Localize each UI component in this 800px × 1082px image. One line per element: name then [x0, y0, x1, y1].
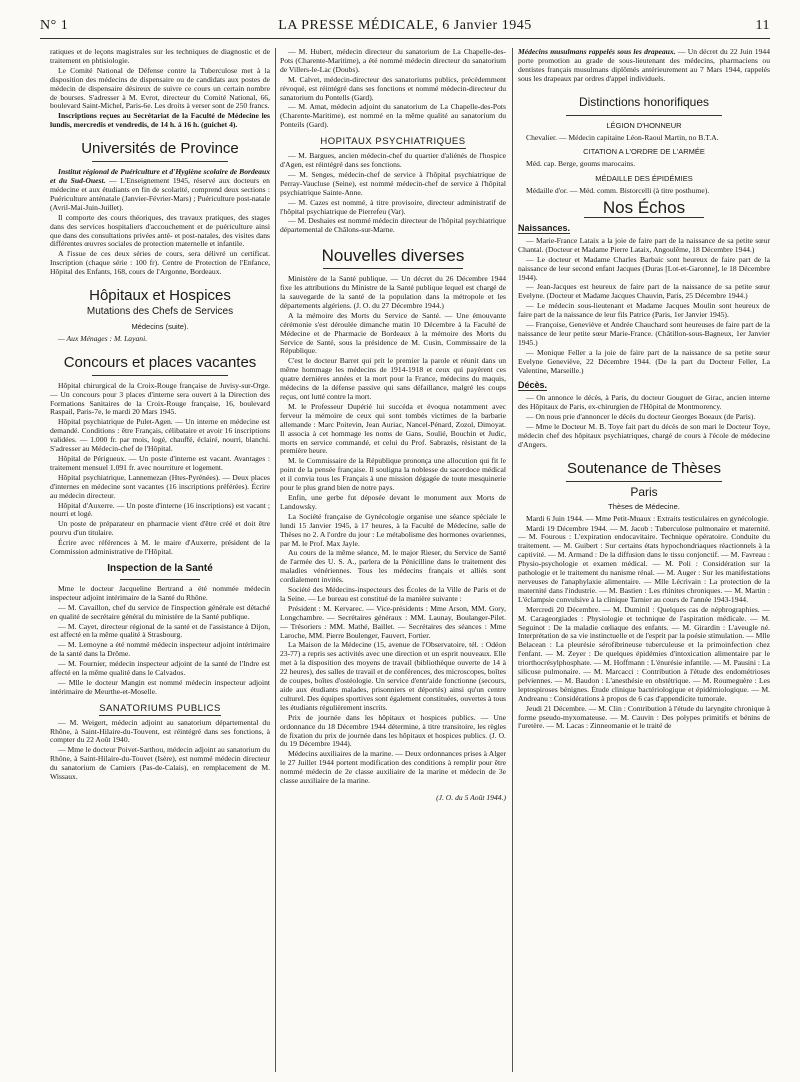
lead-text: Médecins musulmans rappelés sous les drapeaux.: [518, 48, 676, 56]
paragraph: — M. Bargues, ancien médecin-chef du quartier d'aliénés de l'hospice d'Agen, est réintégré dans ses fonctions.: [280, 151, 506, 169]
issue-number: N° 1: [40, 18, 69, 33]
column-1: [50, 48, 270, 1072]
paragraph: Chevalier. — Médecin capitaine Léon-Raoul Martin, no B.T.A.: [526, 132, 719, 142]
paragraph: Au cours de la même séance, M. le major Rieser, du Service de Santé de l'armée des U. S. A., parlera de la Pénicilline dans le traitement des maladies vénériennes. Tous les médecins français et alliés sont cordialement invités.: [280, 548, 506, 585]
paragraph: Société des Médecins-inspecteurs des Écoles de la Ville de Paris et de la Seine. — Le bureau est constitué de la manière suivante :: [280, 585, 506, 603]
paragraph: — M. Weigert, médecin adjoint au sanatorium départemental du Rhône, à Saint-Hilaire-du-Touvent, est réintégré dans ses fonctions, à compter du 22 Août 1940.: [50, 717, 270, 745]
subsection-label: MÉDAILLE DES ÉPIDÉMIES: [595, 174, 693, 184]
signature-line: (J. O. du 5 Août 1944.): [436, 792, 506, 802]
section-subtitle: Mutations des Chefs de Services: [86, 306, 234, 318]
journal-title: LA PRESSE MÉDICALE, 6 Janvier 1945: [278, 18, 532, 33]
paragraph: La Maison de la Médecine (15, avenue de l'Observatoire, tél. : Odéon 23-77) a repris ses activités avec une direction et un esprit nouveaux. Elle met à la disposition des moyens de travail (bibliothèque ouverte de 14 à 22 heures), des salles de travail et de conférences, des microscopes, boîtes de coupes, boîtes d'ostéologie. Un service d'entr'aide fonctionne (secours, aide aux étudiants malades, prisonniers et déportés) ainsi qu'un centre culturel. Des équipes sportives sont également constituées, ouvertes à tous les étudiants régulièrement inscrits.: [280, 640, 506, 712]
paragraph: Le Comité National de Défense contre la Tuberculose met à la disposition des médecins de dispensaire ou de candidats aux postes de médecin de dispensaire désireux de suivre ce cours un certain nombre de bourses. S'adresser à M. Evrot, directeur du Comité National, 66, boulevard Saint-Michel, Paris-6e. Les droits à verser sont de 250 francs.: [50, 65, 270, 111]
paragraph: — M. Fournier, médecin inspecteur adjoint de la santé de l'Indre est affecté en la même qualité dans le Calvados.: [50, 659, 270, 678]
paragraph: ratiques et de leçons magistrales sur les techniques de diagnostic et de traitement en phtisiologie.: [50, 48, 270, 65]
subsection-label: Thèses de Médecine.: [608, 501, 680, 511]
paragraph: — On annonce le décès, à Paris, du docteur Gouguet de Girac, ancien interne des Hôpitaux de Paris, ex-chirurgien de l'Hôpital de Montmorency.: [518, 393, 770, 412]
section-title-echos: Nos Échos: [602, 198, 686, 218]
paragraph: M. Calvet, médecin-directeur des sanatoriums publics, précédemment révoqué, est réintégré dans ses fonctions et nommé médecin-directeur du sanatorium du Pontells (Gard).: [280, 74, 506, 102]
paragraph: Mardi 19 Décembre 1944. — M. Jacob : Tuberculose pulmonaire et maternité. — M. Fourous : L'expiration endocavitaire. Technique opératoire. Conduite du traitement. — M. Guibert : Sur certains états hypochondriaques réactionnels à la captivité. — M. Armand : De la diffusion dans le tissu conjonctif. — M. Favreau : Physio-psychologie et examen médical. — M. Poli : Considération sur la pathologie et le traitement du nanisme rénal. — M. Auger : Sur les manifestations nerveuses de l'anaphylaxie alimentaire. — Mlle Lécrivain : La protection de la maternité dans l'industrie. — M. Bastien : Les rhinites chroniques. — M. Martin : L'éclampsie convulsive à la clinique Tarnier au cours de l'année 1943-1944.: [518, 523, 770, 604]
subsection-label: LÉGION D'HONNEUR: [606, 120, 682, 130]
paragraph: Mardi 6 Juin 1944. — Mme Petit-Muaux : Extraits testiculaires en gynécologie.: [526, 513, 769, 523]
city-title: Paris: [630, 484, 658, 499]
lead-text: Institut régional de Puériculture et d'Hygiène scolaire de Bordeaux et du Sud-Ouest.: [50, 167, 270, 186]
paragraph: — M. Cayet, directeur régional de la santé et de l'assistance à Dijon, est affecté en la même qualité à Strasbourg.: [50, 621, 270, 640]
paragraph: Mme le docteur Jacqueline Bertrand a été nommée médecin inspecteur adjoint intérimaire de la Santé du Rhône.: [50, 583, 270, 602]
paragraph: Jeudi 21 Décembre. — M. Clin : Contribution à l'étude du laryngite chronique à forme pseudo-myxomateuse. — M. Cauvin : Des polypes primitifs et bénins de l'uretère. — M. Lacas : Zinneomanie et le traité de: [518, 703, 770, 731]
paragraph: — Jean-Jacques est heureux de faire part de la naissance de sa petite sœur Evelyne. (Docteur et Madame Jacques Chauvin, Paris, 25 Décembre 1944.): [518, 282, 770, 301]
paragraph: — Aux Ménages : M. Layani.: [58, 333, 148, 343]
paragraph: Enfin, une gerbe fut déposée devant le monument aux Morts de Landowsky.: [280, 492, 506, 511]
paragraph: — Le docteur et Madame Charles Barbaic sont heureux de faire part de la naissance de leur second enfant Jacques (Duras [Lot-et-Garonne], le 18 Décembre 1944).: [518, 254, 770, 282]
paragraph: — M. Cazes est nommé, à titre provisoire, directeur administratif de l'hôpital psychiatrique de Pierrefeu (Var).: [280, 197, 506, 216]
title-underline: [566, 115, 722, 116]
section-title-psychiatriques: HOPITAUX PSYCHIATRIQUES: [320, 136, 466, 148]
title-underline: [92, 161, 228, 162]
paragraph: — M. Amat, médecin adjoint du sanatorium de La Chapelle-des-Pots (Charente-Maritime), est nommé en la même qualité au sanatorium du Ponteils (Gard).: [280, 102, 506, 130]
paragraph: — M. Senges, médecin-chef de service à l'hôpital psychiatrique de Perray-Vaucluse (Seine), est nommé médecin-chef de service à l'hôpital psychiatrique Sainte-Anne.: [280, 169, 506, 197]
title-underline: [584, 217, 704, 218]
column-rule: [512, 48, 513, 1072]
paragraph: Un poste de préparateur en pharmacie vient d'être créé et doit être pourvu d'un titulaire.: [50, 519, 270, 538]
title-underline: [566, 481, 722, 482]
paragraph: Hôpital psychiatrique de Pulet-Agen. — Un interne en médecine est demandé. Conditions : être Français, célibataire et avoir 16 inscriptions validées. — 1.000 fr. par mois, logé, chauffé, éclairé, nourri, blanchi. S'adresser au Médecin-chef de l'Hôpital.: [50, 417, 270, 454]
subsection-label: CITATION A L'ORDRE DE L'ARMÉE: [583, 147, 705, 157]
subsection-label: Médecins (suite).: [131, 321, 189, 331]
paragraph: — M. Cavaillon, chef du service de l'inspection générale est détaché en qualité de secrétaire général du ministère de la Santé publique.: [50, 602, 270, 621]
paragraph: — Monique Feller a la joie de faire part de la naissance de sa petite sœur Evelyne Geneviève, 22 Décembre 1944. (De la part du Docteur Feller, La Valentine, Marseille.): [518, 347, 770, 375]
section-title-sanatoriums: SANATORIUMS PUBLICS: [99, 702, 221, 714]
paragraph: Hôpital de Périgueux. — Un poste d'interne est vacant. Avantages : traitement mensuel 1.091 fr. avec nourriture et logement.: [50, 454, 270, 472]
paragraph: — M. Hubert, médecin directeur du sanatorium de La Chapelle-des-Pots (Charente-Maritime), a été nommé médecin directeur du sanatorium de Villers-le-Lac (Doubs).: [280, 48, 506, 74]
paragraph: Inscriptions reçues au Secrétariat de la Faculté de Médecine les lundis, mercredis et vendredis, de 14 h. à 16 h. (guichet 4).: [50, 111, 270, 130]
paragraph: C'est le docteur Barret qui prit le premier la parole et réunit dans un même hommage les médecins de 1914-1918 et ceux qui payèrent ces quatre dernières années et la mort pour la France, médecins du maquis, médecins de la défense passive qui sans défaillance, malgré les coups reçus, ont lutté contre la mort.: [280, 356, 506, 401]
paragraph: Hôpital d'Auxerre. — Un poste d'interne (16 inscriptions) est vacant ; nourri et logé.: [50, 500, 270, 519]
paragraph: — Mlle le docteur Mangin est nommé médecin inspecteur adjoint intérimaire de Meurthe-et-Moselle.: [50, 677, 270, 696]
column-rule: [275, 48, 276, 1072]
section-title-concours: Concours et places vacantes: [63, 353, 257, 371]
paragraph: — Mme le docteur Poivet-Sarthou, médecin adjoint au sanatorium du Rhône, à Saint-Hilaire-du-Touvet (Isère), est nommé médecin directeur du sanatorium de Camiers (Pas-de-Calais), en remplacement de M. Wissaux.: [50, 745, 270, 782]
paragraph: Prix de journée dans les hôpitaux et hospices publics. — Une ordonnance du 18 Décembre 1944 détermine, à titre transitoire, les règles de fixation du prix de journée dans les hôpitaux et hospices publics. (J. O. du 19 Décembre 1944).: [280, 712, 506, 749]
section-title-soutenance: Soutenance de Thèses: [566, 459, 721, 477]
paragraph: Médaille d'or. — Méd. comm. Bistorcelli (à titre posthume).: [526, 186, 710, 196]
paragraph: — Le médecin sous-lieutenant et Madame Jacques Moulin sont heureux de faire part de la naissance de leur fils Patrice (Paris, 1er Janvier 1945).: [518, 301, 770, 320]
paragraph: Hôpital chirurgical de la Croix-Rouge française de Juvisy-sur-Orge. — Un concours pour 3 places d'interne sera ouvert à la Direction des Formations Sanitaires de la Croix-Rouge française, 16, boulevard Raspail, Paris-7e, le mardi 20 Mars 1945.: [50, 380, 270, 417]
paragraph: Médecins auxiliaires de la marine. — Deux ordonnances prises à Alger le 27 Juillet 1944 portent modification des conditions à remplir pour être nommé médecin de 2e classe auxiliaire de la marine et médecin de 3e classe auxiliaire de la marine.: [280, 749, 506, 786]
paragraph: Il comporte des cours théoriques, des travaux pratiques, des stages dans des services hospitaliers d'accouchement et de puériculture ainsi que dans des consultations privées anté- et post-natales, des visites dans différentes œuvres sociales de protection maternelle et infantile.: [50, 212, 270, 249]
paragraph: — On nous prie d'annoncer le décès du docteur Georges Boeaux (de Paris).: [526, 412, 756, 422]
paragraph: — M. Deshaies est nommé médecin directeur de l'hôpital psychiatrique départemental de Châlons-sur-Marne.: [280, 216, 506, 235]
subsection-title-deces: Décès.: [518, 380, 548, 391]
paragraph: Mercredi 20 Décembre. — M. Duminil : Quelques cas de néphrographies. — M. Carageorgiades : Physiologie et technique de l'aspiration médicale. — M. Seguinot : De la maladie cœliaque des enfants. — M. Girardin : L'aveugle né. Interprétation de sa vie instinctuelle et de l'esprit par la poésie stimulation. — Mlle Belacean : La pleurésie sérofibrineuse tuberculeuse et la primoinfection chez l'enfant. — M. Zeyer : De quelques épidémies d'intoxication alimentaire par le triorthocrésylphosphate. — M. Hoffmann : L'énurésie infantile. — M. Pausini : La silicose pulmonaire. — M. Marcacci : Contribution à l'étude des endométrioses pelviennes. — M. Baudon : L'anesthésie en obstétrique. — M. Roumeguère : Les leptospiroses bénignes. Étude clinique bactériologique et épidémiologique. — M. Andreanu : Considérations à propos de 6 cas d'appendicite tumorale.: [518, 604, 770, 703]
paragraph: La Société française de Gynécologie organise une séance spéciale le lundi 15 Janvier 1945, à 17 heures, à la Faculté de Médecine, salle de Thèses no 2. A l'ordre du jour : Le métabolisme des hormones ovariennes, par M. le Prof. Max Jayle.: [280, 511, 506, 548]
paragraph: Méd. cap. Berge, goums marocains.: [526, 159, 636, 169]
title-underline: [120, 579, 200, 580]
paragraph: A la mémoire des Morts du Service de Santé. — Une émouvante cérémonie s'est déroulée dimanche matin 10 Décembre à la Faculté de Médecine et de Pharmacie de Bordeaux à la mémoire des Morts du Service de Santé, sous la présidence de M. Cusin, Commissaire de la République.: [280, 310, 506, 356]
paragraph: — M. Lemoyne a été nommé médecin inspecteur adjoint intérimaire de la santé dans la Drôme.: [50, 640, 270, 659]
paragraph: Président : M. Kervarec. — Vice-présidents : Mme Arson, MM. Gory, Longchambre. — Secrétaires généraux : MM. Launay, Boulanger-Pilet. — Trésoriers : MM. Mathé, Baillet. — Secrétaires des séances : Mme Laroche, MM. Pierre Boulenger, Fauvert, Fortier.: [280, 603, 506, 640]
title-underline: [92, 375, 228, 376]
paragraph: — Marie-France Lataix a la joie de faire part de la naissance de sa petite sœur Chantal. (Docteur et Madame Pierre Lataix, Angoulême, 18 Décembre 1944.): [518, 235, 770, 254]
section-title-distinctions: Distinctions honorifiques: [578, 94, 710, 109]
paragraph: M. le Professeur Dupérié lui succéda et évoqua notamment avec ferveur la mémoire de ceux qui sont tombés victimes de la barbarie allemande : Marc Poitevin, Jean Auriac, Nancel-Pénard, Zozol, Dimoyat. Il associa à cet hommage les noms de Gans, Soulié, Bouchin et Judic, morts en service commandé, et celui du Prof. Sabrazès, résistant de la première heure.: [280, 401, 506, 456]
column-3: [518, 48, 770, 1072]
page-header: [40, 16, 770, 39]
paragraph: Hôpital psychiatrique, Lannemezan (Htes-Pyrénées). — Deux places d'internes en médecine sont vacantes (16 inscriptions préférées). Écrire au médecin directeur.: [50, 472, 270, 500]
column-2: [280, 48, 506, 1072]
section-title-inspection: Inspection de la Santé: [107, 562, 213, 574]
section-title-universites: Universités de Province: [81, 140, 239, 158]
paragraph: — Un décret du 22 Juin 1944 porte promotion au grade de sous-lieutenant des médecins, pharmaciens ou dentistes français musulmans diplômés antérieurement au 7 Mars 1944, rappelés sous les drapeaux par ordres d'appel individuels.: [518, 48, 770, 83]
subsection-title-naissances: Naissances.: [518, 222, 571, 233]
paragraph: — Françoise, Geneviève et Andrée Chauchard sont heureuses de faire part de la naissance de leur petite sœur Marie-France. (Châtillon-sous-Bagneux, 1er Janvier 1945.): [518, 320, 770, 347]
page-number: 11: [755, 18, 770, 33]
paragraph: — Mme le Docteur M. B. Toye fait part du décès de son mari le Docteur Toye, médecin chef des hôpitaux psychiatriques, chargé de cours à l'école de médecine d'Angers.: [518, 422, 770, 449]
section-title-nouvelles: Nouvelles diverses: [321, 246, 465, 266]
paragraph: Ministère de la Santé publique. — Un décret du 26 Décembre 1944 fixe les attributions du Ministre de la Santé publique lequel est chargé de la sauvegarde de la santé de la population dans la métropole et les départements algériens. (J. O. du 27 Décembre 1944.): [280, 274, 506, 310]
title-underline: [323, 268, 463, 269]
paragraph: A l'issue de ces deux séries de cours, sera délivré un certificat. Inscription (chaque série : 100 fr). Centre de Protection de l'Enfance, Hôpital des Enfants, 168, cours de l'Argonne, Bordeaux.: [50, 249, 270, 277]
paragraph: Écrire avec références à M. le maire d'Auxerre, président de la Commission administrative de l'Hôpital.: [50, 538, 270, 557]
section-title-hopitaux: Hôpitaux et Hospices: [89, 287, 231, 305]
paragraph: — L'Enseignement 1945, réservé aux docteurs en médecine et aux étudiants en fin de scolarité, comprend deux sections : Puériculture anténatale (Janvier-Février-Mars) ; Puériculture post-natale (Avril-Mai-Juin-Juillet).: [50, 176, 270, 212]
paragraph: M. le Commissaire de la République prononça une allocution qui fit le point de la pensée française. Il souligna la noblesse du sacerdoce médical et il convia tous les Français à une mission dégagée de toute mesquinerie pour le plus grand bien de notre pays.: [280, 456, 506, 493]
